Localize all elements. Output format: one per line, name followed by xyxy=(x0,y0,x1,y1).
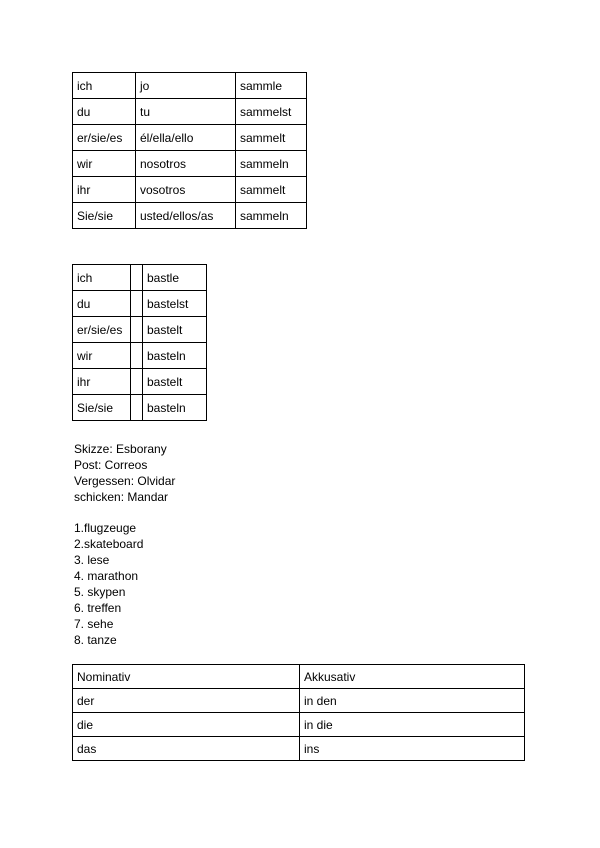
table-cell: wir xyxy=(73,343,131,369)
table-cell: du xyxy=(73,291,131,317)
table-cell: bastelst xyxy=(143,291,207,317)
list-item: 2.skateboard xyxy=(74,537,144,551)
table-cell xyxy=(131,343,143,369)
table-cell: ihr xyxy=(73,177,136,203)
table-cell: du xyxy=(73,99,136,125)
table-cell: basteln xyxy=(143,395,207,421)
table-cell: nosotros xyxy=(136,151,236,177)
table-cell: jo xyxy=(136,73,236,99)
list-item: 3. lese xyxy=(74,553,110,567)
table-cell: ins xyxy=(300,737,525,761)
table-cell: sammeln xyxy=(236,203,307,229)
table-cell: ihr xyxy=(73,369,131,395)
table-cell: ich xyxy=(73,265,131,291)
table-cell xyxy=(131,317,143,343)
list-item: 1.flugzeuge xyxy=(74,521,137,535)
table-cell: die xyxy=(73,713,300,737)
table-header-cell: Akkusativ xyxy=(300,665,525,689)
list-item: 8. tanze xyxy=(74,633,117,647)
table-row xyxy=(73,265,207,291)
conjugation-table-basteln xyxy=(72,264,207,421)
table-cell: sammeln xyxy=(236,151,307,177)
table-cell: bastelt xyxy=(143,369,207,395)
table-cell: sammelt xyxy=(236,177,307,203)
table-row xyxy=(73,99,307,125)
list-item: 5. skypen xyxy=(74,585,126,599)
table-cell: usted/ellos/as xyxy=(136,203,236,229)
table-cell: él/ella/ello xyxy=(136,125,236,151)
table-cell: in die xyxy=(300,713,525,737)
table-cell: er/sie/es xyxy=(73,125,136,151)
table-row xyxy=(73,343,207,369)
table-row xyxy=(73,203,307,229)
table-header-row xyxy=(73,665,525,689)
table-cell xyxy=(131,265,143,291)
table-cell: Sie/sie xyxy=(73,395,131,421)
list-item: 4. marathon xyxy=(74,569,139,583)
table-cell xyxy=(131,291,143,317)
table-cell: er/sie/es xyxy=(73,317,131,343)
list-item: 6. treffen xyxy=(74,601,122,615)
table-row xyxy=(73,317,207,343)
table-cell: bastelt xyxy=(143,317,207,343)
vocab-line: Post: Correos xyxy=(74,458,148,472)
table-row xyxy=(73,737,525,761)
table-cell: sammle xyxy=(236,73,307,99)
vocabulary-notes xyxy=(74,441,175,505)
table-cell: tu xyxy=(136,99,236,125)
table-cell: sammelt xyxy=(236,125,307,151)
table-cell: basteln xyxy=(143,343,207,369)
table-row xyxy=(73,291,207,317)
table-cell: bastle xyxy=(143,265,207,291)
table-cell: sammelst xyxy=(236,99,307,125)
table-cell: Sie/sie xyxy=(73,203,136,229)
table-cell: ich xyxy=(73,73,136,99)
table-cell: in den xyxy=(300,689,525,713)
table-row xyxy=(73,689,525,713)
table-row xyxy=(73,125,307,151)
table-row xyxy=(73,73,307,99)
table-cell: der xyxy=(73,689,300,713)
table-cell: vosotros xyxy=(136,177,236,203)
table-row xyxy=(73,395,207,421)
list-item: 7. sehe xyxy=(74,617,114,631)
vocab-line: schicken: Mandar xyxy=(74,490,169,504)
table-cell xyxy=(131,369,143,395)
case-table xyxy=(72,664,525,761)
table-row xyxy=(73,369,207,395)
numbered-list xyxy=(74,520,143,648)
table-row xyxy=(73,713,525,737)
vocab-line: Skizze: Esborany xyxy=(74,442,167,456)
table-row xyxy=(73,177,307,203)
table-cell xyxy=(131,395,143,421)
table-cell: wir xyxy=(73,151,136,177)
table-header-cell: Nominativ xyxy=(73,665,300,689)
table-cell: das xyxy=(73,737,300,761)
conjugation-table-sammeln xyxy=(72,72,307,229)
table-row xyxy=(73,151,307,177)
vocab-line: Vergessen: Olvidar xyxy=(74,474,176,488)
